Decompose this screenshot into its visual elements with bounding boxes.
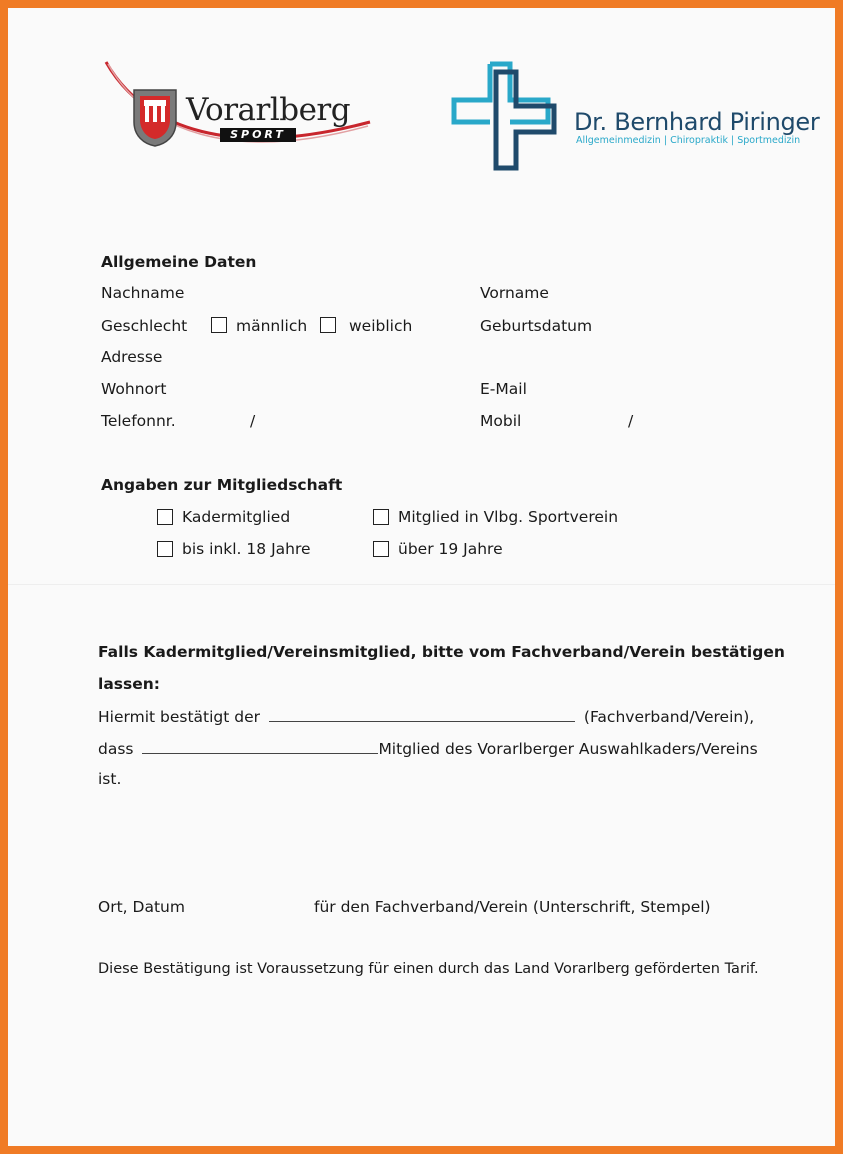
- confirmation-line1-end: (Fachverband/Verein),: [583, 708, 755, 726]
- label-wohnort: Wohnort: [101, 380, 167, 398]
- label-kadermitglied: Kadermitglied: [182, 508, 291, 526]
- checkbox-sportverein[interactable]: [373, 509, 389, 525]
- page-divider: [8, 584, 835, 585]
- checkbox-maennlich[interactable]: [211, 317, 227, 333]
- checkbox-kadermitglied[interactable]: [157, 509, 173, 525]
- label-vorname: Vorname: [480, 284, 549, 302]
- footnote: Diese Bestätigung ist Voraussetzung für einen durch das Land Vorarlberg geförderten Tarif.: [98, 961, 759, 977]
- doctor-specialties: Allgemeinmedizin | Chiropraktik | Sportmedizin: [576, 135, 801, 146]
- label-weiblich: weiblich: [349, 317, 413, 335]
- confirmation-line2-end: Mitglied des Vorarlberger Auswahlkaders/Vereins: [378, 740, 758, 758]
- verband-blank-field[interactable]: [269, 707, 575, 722]
- label-ueber-19: über 19 Jahre: [398, 540, 503, 558]
- member-name-blank-field[interactable]: [142, 739, 378, 754]
- coat-of-arms-icon: [132, 88, 178, 148]
- checkbox-ueber-19[interactable]: [373, 541, 389, 557]
- label-telefon: Telefonnr.: [101, 412, 176, 430]
- label-signature: für den Fachverband/Verein (Unterschrift, Stempel): [314, 898, 711, 916]
- confirmation-heading-line2: lassen:: [98, 675, 160, 693]
- confirmation-line1-start: Hiermit bestätigt der: [98, 708, 261, 726]
- checkbox-weiblich[interactable]: [320, 317, 336, 333]
- confirmation-line2-start: dass: [98, 740, 134, 758]
- mobil-separator: /: [628, 412, 634, 430]
- telefon-separator: /: [250, 412, 256, 430]
- confirmation-heading-line1: Falls Kadermitglied/Vereinsmitglied, bitte vom Fachverband/Verein bestätigen: [98, 643, 785, 661]
- label-bis-18: bis inkl. 18 Jahre: [182, 540, 311, 558]
- label-nachname: Nachname: [101, 284, 185, 302]
- logo-sport-tag: SPORT: [220, 128, 296, 142]
- label-mobil: Mobil: [480, 412, 522, 430]
- label-email: E-Mail: [480, 380, 527, 398]
- doctor-name: Dr. Bernhard Piringer: [574, 108, 820, 136]
- confirmation-line2: [98, 739, 758, 758]
- confirmation-line3: ist.: [98, 770, 122, 788]
- section-heading-membership: Angaben zur Mitgliedschaft: [101, 476, 343, 494]
- logo-brand-text: Vorarlberg: [186, 92, 351, 128]
- checkbox-bis-18[interactable]: [157, 541, 173, 557]
- label-geburtsdatum: Geburtsdatum: [480, 317, 593, 335]
- confirmation-line1: [98, 707, 754, 726]
- medical-cross-icon: [450, 60, 562, 172]
- label-geschlecht: Geschlecht: [101, 317, 188, 335]
- label-sportverein: Mitglied in Vlbg. Sportverein: [398, 508, 619, 526]
- label-adresse: Adresse: [101, 348, 163, 366]
- label-ort-datum: Ort, Datum: [98, 898, 185, 916]
- section-heading-general: Allgemeine Daten: [101, 253, 257, 271]
- label-maennlich: männlich: [236, 317, 308, 335]
- document-page: [8, 8, 835, 1146]
